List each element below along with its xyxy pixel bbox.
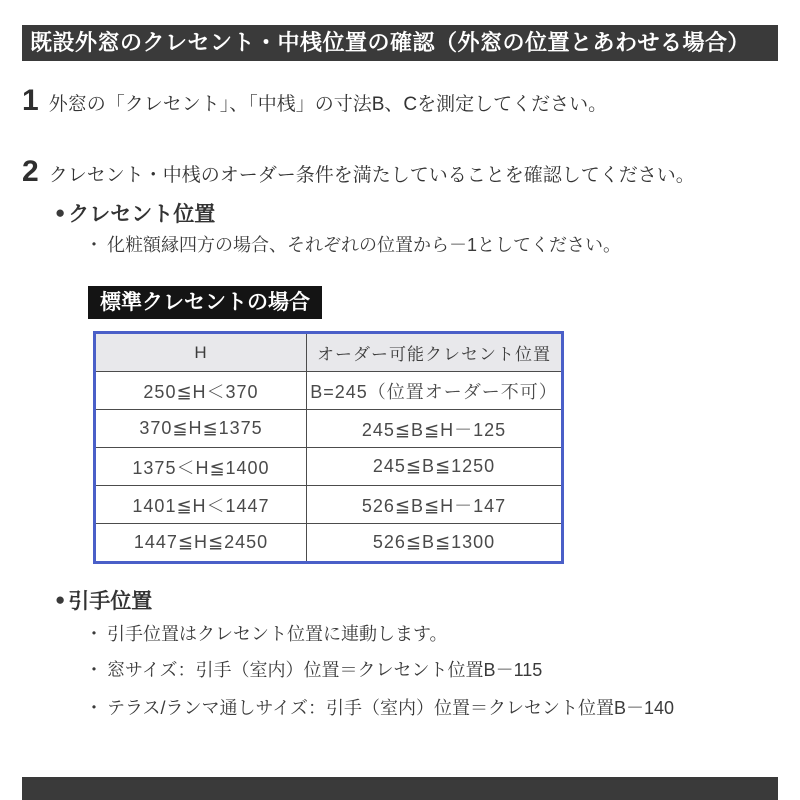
table-header-row xyxy=(95,333,563,372)
step-1-text: 外窓の「クレセント」、「中桟」の寸法B、Cを測定してください。 xyxy=(48,94,608,115)
column-header-order: オーダー可能クレセント位置 xyxy=(307,333,563,372)
cell-h-range: 1375＜H≦1400 xyxy=(95,448,307,486)
cell-order-range: B=245（位置オーダー不可） xyxy=(307,372,563,410)
step-2 xyxy=(22,155,695,189)
cell-order-range: 245≦B≦1250 xyxy=(307,448,563,486)
step-1-number: 1 xyxy=(22,84,39,117)
crescent-position-table xyxy=(93,331,564,564)
middot-icon: ・ xyxy=(85,624,103,644)
step-2-text: クレセント・中桟のオーダー条件を満たしていることを確認してください。 xyxy=(48,165,695,186)
handle-note xyxy=(85,620,448,646)
handle-note xyxy=(85,694,674,720)
middot-icon: ・ xyxy=(85,235,103,255)
middot-icon: ・ xyxy=(85,698,103,718)
table-row xyxy=(95,524,563,563)
section-header-bar xyxy=(22,25,778,61)
standard-crescent-label: 標準クレセントの場合 xyxy=(88,286,322,319)
cell-order-range: 245≦B≦H－125 xyxy=(307,410,563,448)
next-section-bar xyxy=(22,777,778,800)
bullet-icon: ● xyxy=(55,590,66,609)
crescent-position-title xyxy=(55,198,215,228)
table-row xyxy=(95,372,563,410)
cell-order-range: 526≦B≦H－147 xyxy=(307,486,563,524)
cell-h-range: 1447≦H≦2450 xyxy=(95,524,307,563)
handle-note-text: 窓サイズ：引手（室内）位置＝クレセント位置B－115 xyxy=(107,660,543,680)
handle-note-text: 引手位置はクレセント位置に連動します。 xyxy=(107,624,448,644)
step-2-number: 2 xyxy=(22,155,39,188)
cell-h-range: 1401≦H＜1447 xyxy=(95,486,307,524)
section-header-title: 既設外窓のクレセント・中桟位置の確認（外窓の位置とあわせる場合） xyxy=(30,30,751,55)
cell-h-range: 370≦H≦1375 xyxy=(95,410,307,448)
crescent-note xyxy=(85,231,621,257)
cell-h-range: 250≦H＜370 xyxy=(95,372,307,410)
bullet-icon: ● xyxy=(55,203,66,222)
step-1 xyxy=(22,84,607,118)
crescent-note-text: 化粧額縁四方の場合、それぞれの位置から－1としてください。 xyxy=(107,235,622,255)
table-row xyxy=(95,448,563,486)
table-row xyxy=(95,410,563,448)
crescent-position-title-text: クレセント位置 xyxy=(68,203,216,226)
handle-position-title-text: 引手位置 xyxy=(68,590,153,613)
column-header-h: H xyxy=(95,333,307,372)
middot-icon: ・ xyxy=(85,660,103,680)
handle-position-title xyxy=(55,585,152,615)
cell-order-range: 526≦B≦1300 xyxy=(307,524,563,563)
table-row xyxy=(95,486,563,524)
handle-note xyxy=(85,656,542,682)
handle-note-text: テラス/ランマ通しサイズ：引手（室内）位置＝クレセント位置B－140 xyxy=(107,698,675,718)
